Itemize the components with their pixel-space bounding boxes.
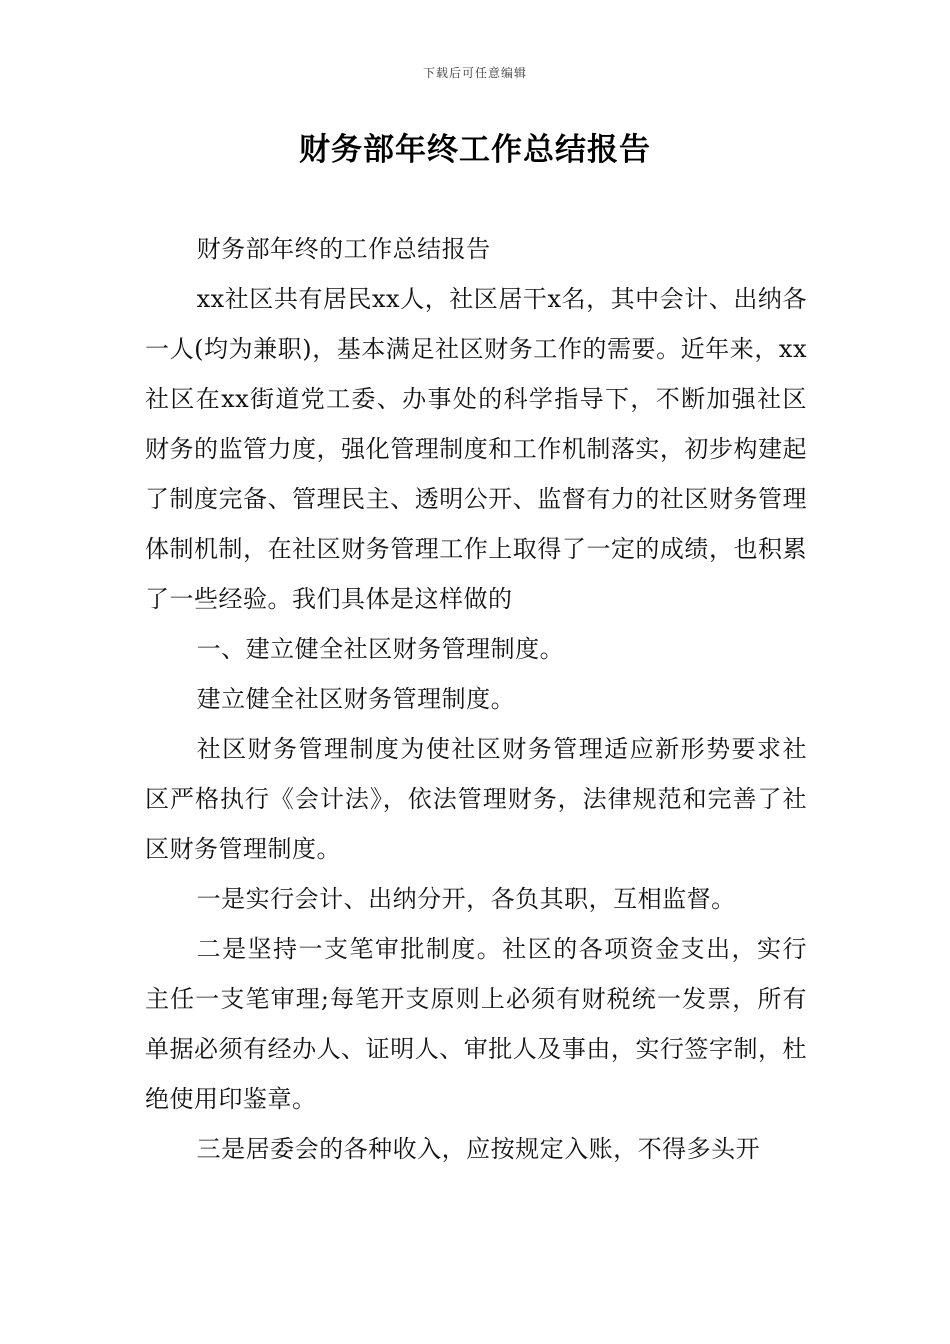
page-header-note: 下载后可任意编辑 [422, 66, 527, 80]
paragraph-point-3: 三是居委会的各种收入，应按规定入账，不得多头开 [196, 1135, 761, 1163]
document-title: 财务部年终工作总结报告 [299, 132, 651, 168]
paragraph-subheading: 建立健全社区财务管理制度。 [196, 685, 516, 713]
paragraph-point-2: 二是坚持一支笔审批制度。社区的各项资金支出，实行主任一支笔审理;每笔开支原则上必须有财税统一发票，所有单据必须有经办人、证明人、审批人及事由，实行签字制，杜绝使用印鉴章。 [145, 935, 807, 1113]
paragraph-point-1: 一是实行会计、出纳分开，各负其职，互相监督。 [196, 885, 736, 913]
paragraph-intro: xx社区共有居民xx人，社区居干x名，其中会计、出纳各一人(均为兼职)，基本满足社区财务工作的需要。近年来，xx社区在xx街道党工委、办事处的科学指导下，不断加强社区财务的监管力度，强化管理制度和工作机制落实，初步构建起了制度完备、管理民主、透明公开、监督有力的社区财务管理体制机制，在社区财务管理工作上取得了一定的成绩，也积累了一些经验。我们具体是这样做的 [145, 285, 807, 613]
section-heading-1: 一、建立健全社区财务管理制度。 [196, 635, 565, 663]
paragraph-system: 社区财务管理制度为使社区财务管理适应新形势要求社区严格执行《会计法》，依法管理财务，法律规范和完善了社区财务管理制度。 [145, 735, 807, 863]
paragraph-subtitle: 财务部年终的工作总结报告 [196, 235, 491, 263]
document-body [145, 224, 807, 1174]
